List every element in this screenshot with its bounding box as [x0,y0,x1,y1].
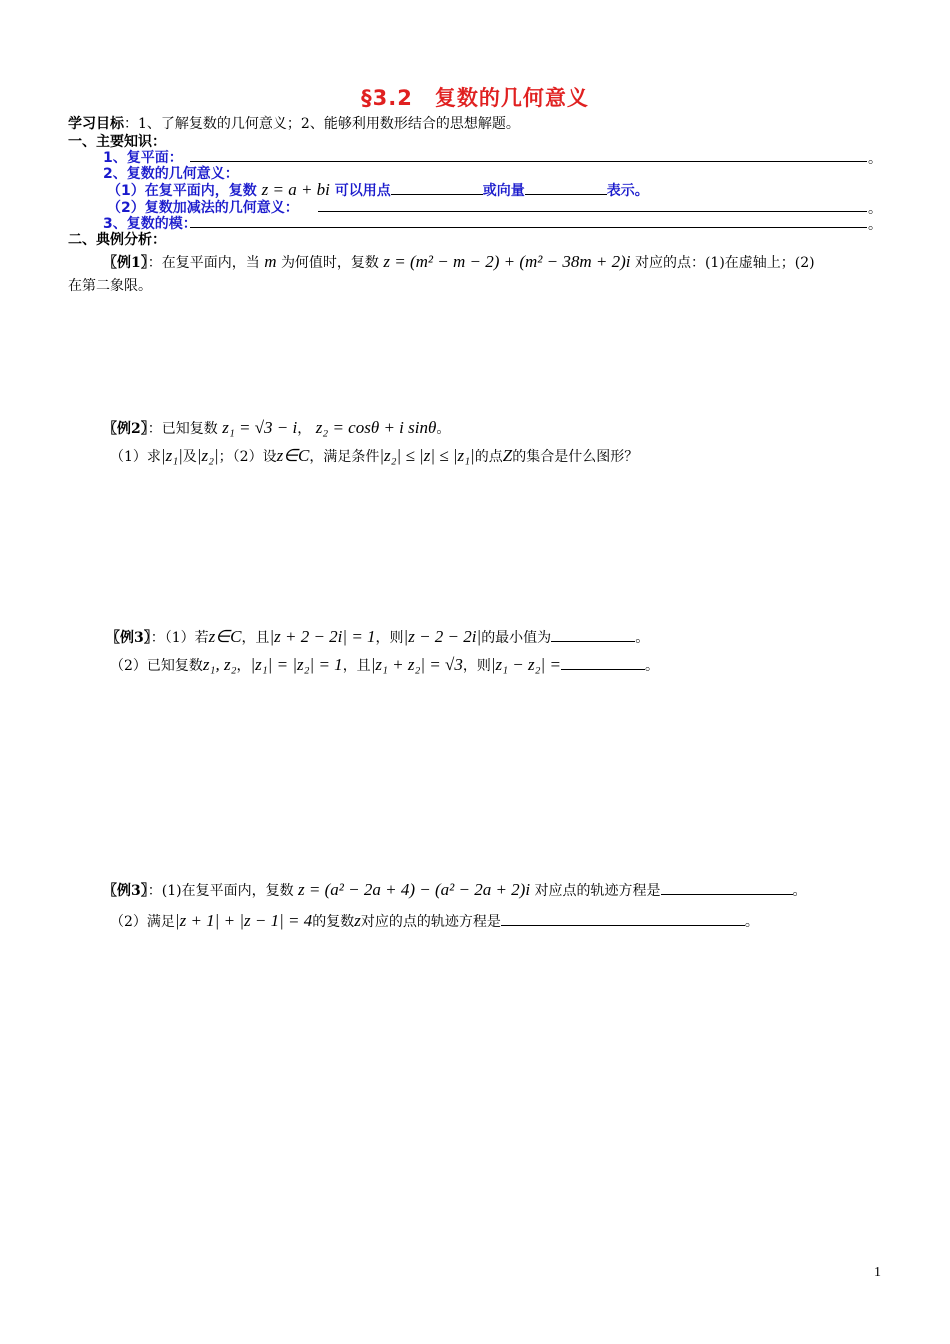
p1-pre: ：(1)在复平面内，复数 [147,883,294,899]
p1-mid: ，且 [241,630,270,646]
answer-blank-diff-modulus [561,655,645,670]
knowledge-item-modulus: 3、复数的模： [103,216,197,232]
example-3a-part1 [106,627,649,647]
p1-end: 。 [792,883,807,899]
formula-z1-z2: z₁, z₂ [202,655,237,674]
example-1-text3: 对应的点：(1)在虚轴上；(2) [634,255,815,271]
formula-sum-modulus: |z₁ + z₂| = √3 [370,655,463,674]
example-3b-part1 [103,880,807,900]
answer-line-complex-plane [190,161,867,162]
item2-sub1-post: 表示。 [606,183,649,199]
example-3a-part2 [110,655,659,675]
q2-end: 的集合是什么图形？ [512,449,639,465]
learning-objectives [68,113,520,133]
example-3a-label: 〖例3〗 [106,630,151,646]
formula-locus: z = (a² − 2a + 4) − (a² − 2a + 2)i [298,880,531,899]
example-1-text1: ：在复平面内，当 [147,255,260,271]
knowledge-item-geometric-meaning: 2、复数的几何意义： [103,166,239,182]
formula-z-a-bi: z = a + bi [261,180,330,199]
formula-ellipse-condition: |z + 1| + |z − 1| = 4 [174,911,313,930]
q1-pre: （1）求 [110,449,161,465]
p1-pre: ：（1）若 [150,630,209,646]
formula-abs-z1: |z₁| [160,446,183,465]
p2-pre: （2）满足 [110,914,175,930]
formula-inequality: |z₂| ≤ |z| ≤ |z₁| [379,446,475,465]
variable-z: z [354,911,361,930]
example-3b-part2 [110,911,759,931]
objectives-label: 学习目标 [68,116,124,132]
p2-post: 对应的点的轨迹方程是 [360,914,501,930]
p1-post: 对应点的轨迹方程是 [534,883,661,899]
objectives-text: ：1、了解复数的几何意义；2、能够利用数形结合的思想解题。 [124,116,520,132]
knowledge-item-2-2: （2）复数加减法的几何意义： [107,200,299,216]
p1-end: 。 [635,630,650,646]
example-1 [103,252,815,272]
formula-z-in-c: z∈C [276,446,310,465]
knowledge-item-complex-plane: 1、复平面： [103,150,183,166]
p2-end: 。 [744,914,759,930]
example-1-label: 〖例1〗 [103,255,148,271]
p2-mid: 的复数 [312,914,355,930]
formula-diff-modulus: |z₁ − z₂| = [490,655,561,674]
q2-post: 的点 [474,449,503,465]
formula-moduli-equal: |z₁| = |z₂| = 1 [250,655,343,674]
answer-blank-min-value [551,627,635,642]
formula-target: |z − 2 − 2i| [403,627,482,646]
example-2-text1: ：已知复数 [147,421,218,437]
item2-sub1-mid: 可以用点 [334,183,391,199]
answer-blank-locus-1 [661,880,793,895]
p1-post: 的最小值为 [481,630,552,646]
p1-mid2: ，则 [375,630,404,646]
example-2-end: 。 [436,421,451,437]
p2-mid2: ，则 [462,658,491,674]
example-3b-label: 〖例3〗 [103,883,148,899]
q2-mid: ，满足条件 [309,449,380,465]
example-1-line2: 在第二象限。 [68,278,152,294]
p2-pre: （2）已知复数 [110,658,203,674]
answer-line-add-sub-meaning [318,211,867,212]
example-2-comma: ， [297,421,312,437]
section-main-knowledge: 一、主要知识： [68,134,166,150]
example-2 [103,418,450,438]
p2-end: 。 [644,658,659,674]
item2-sub1-mid2: 或向量 [482,183,525,199]
answer-blank-vector [525,180,607,195]
answer-line-modulus [190,227,867,228]
q1-mid: 及 [182,449,197,465]
answer-blank-point [391,180,483,195]
end-mark: 。 [868,151,882,167]
formula-condition: |z + 2 − 2i| = 1 [269,627,376,646]
example-2-label: 〖例2〗 [103,421,148,437]
end-mark: 。 [868,217,882,233]
p2-c1: ， [236,658,251,674]
variable-z-capital: Z [502,446,513,465]
p2-mid: ，且 [342,658,371,674]
formula-z1: z₁ = √3 − i [222,418,298,437]
page-title: §3.2 复数的几何意义 [361,86,589,110]
example-1-formula: z = (m² − m − 2) + (m² − 38m + 2)i [383,252,631,271]
formula-z-in-c: z∈C [208,627,242,646]
variable-m: m [264,252,277,271]
q1-post: ；（2）设 [218,449,277,465]
answer-blank-locus-2 [501,911,745,926]
item2-sub1-pre: （1）在复平面内，复数 [107,183,257,199]
section-examples: 二、典例分析： [68,232,166,248]
example-1-text2: 为何值时，复数 [280,255,379,271]
formula-z2: z₂ = cosθ + i sinθ [315,418,437,437]
page-number: 1 [874,1265,881,1280]
formula-abs-z2: |z₂| [196,446,219,465]
end-mark: 。 [868,201,882,217]
example-2-questions [110,446,638,466]
